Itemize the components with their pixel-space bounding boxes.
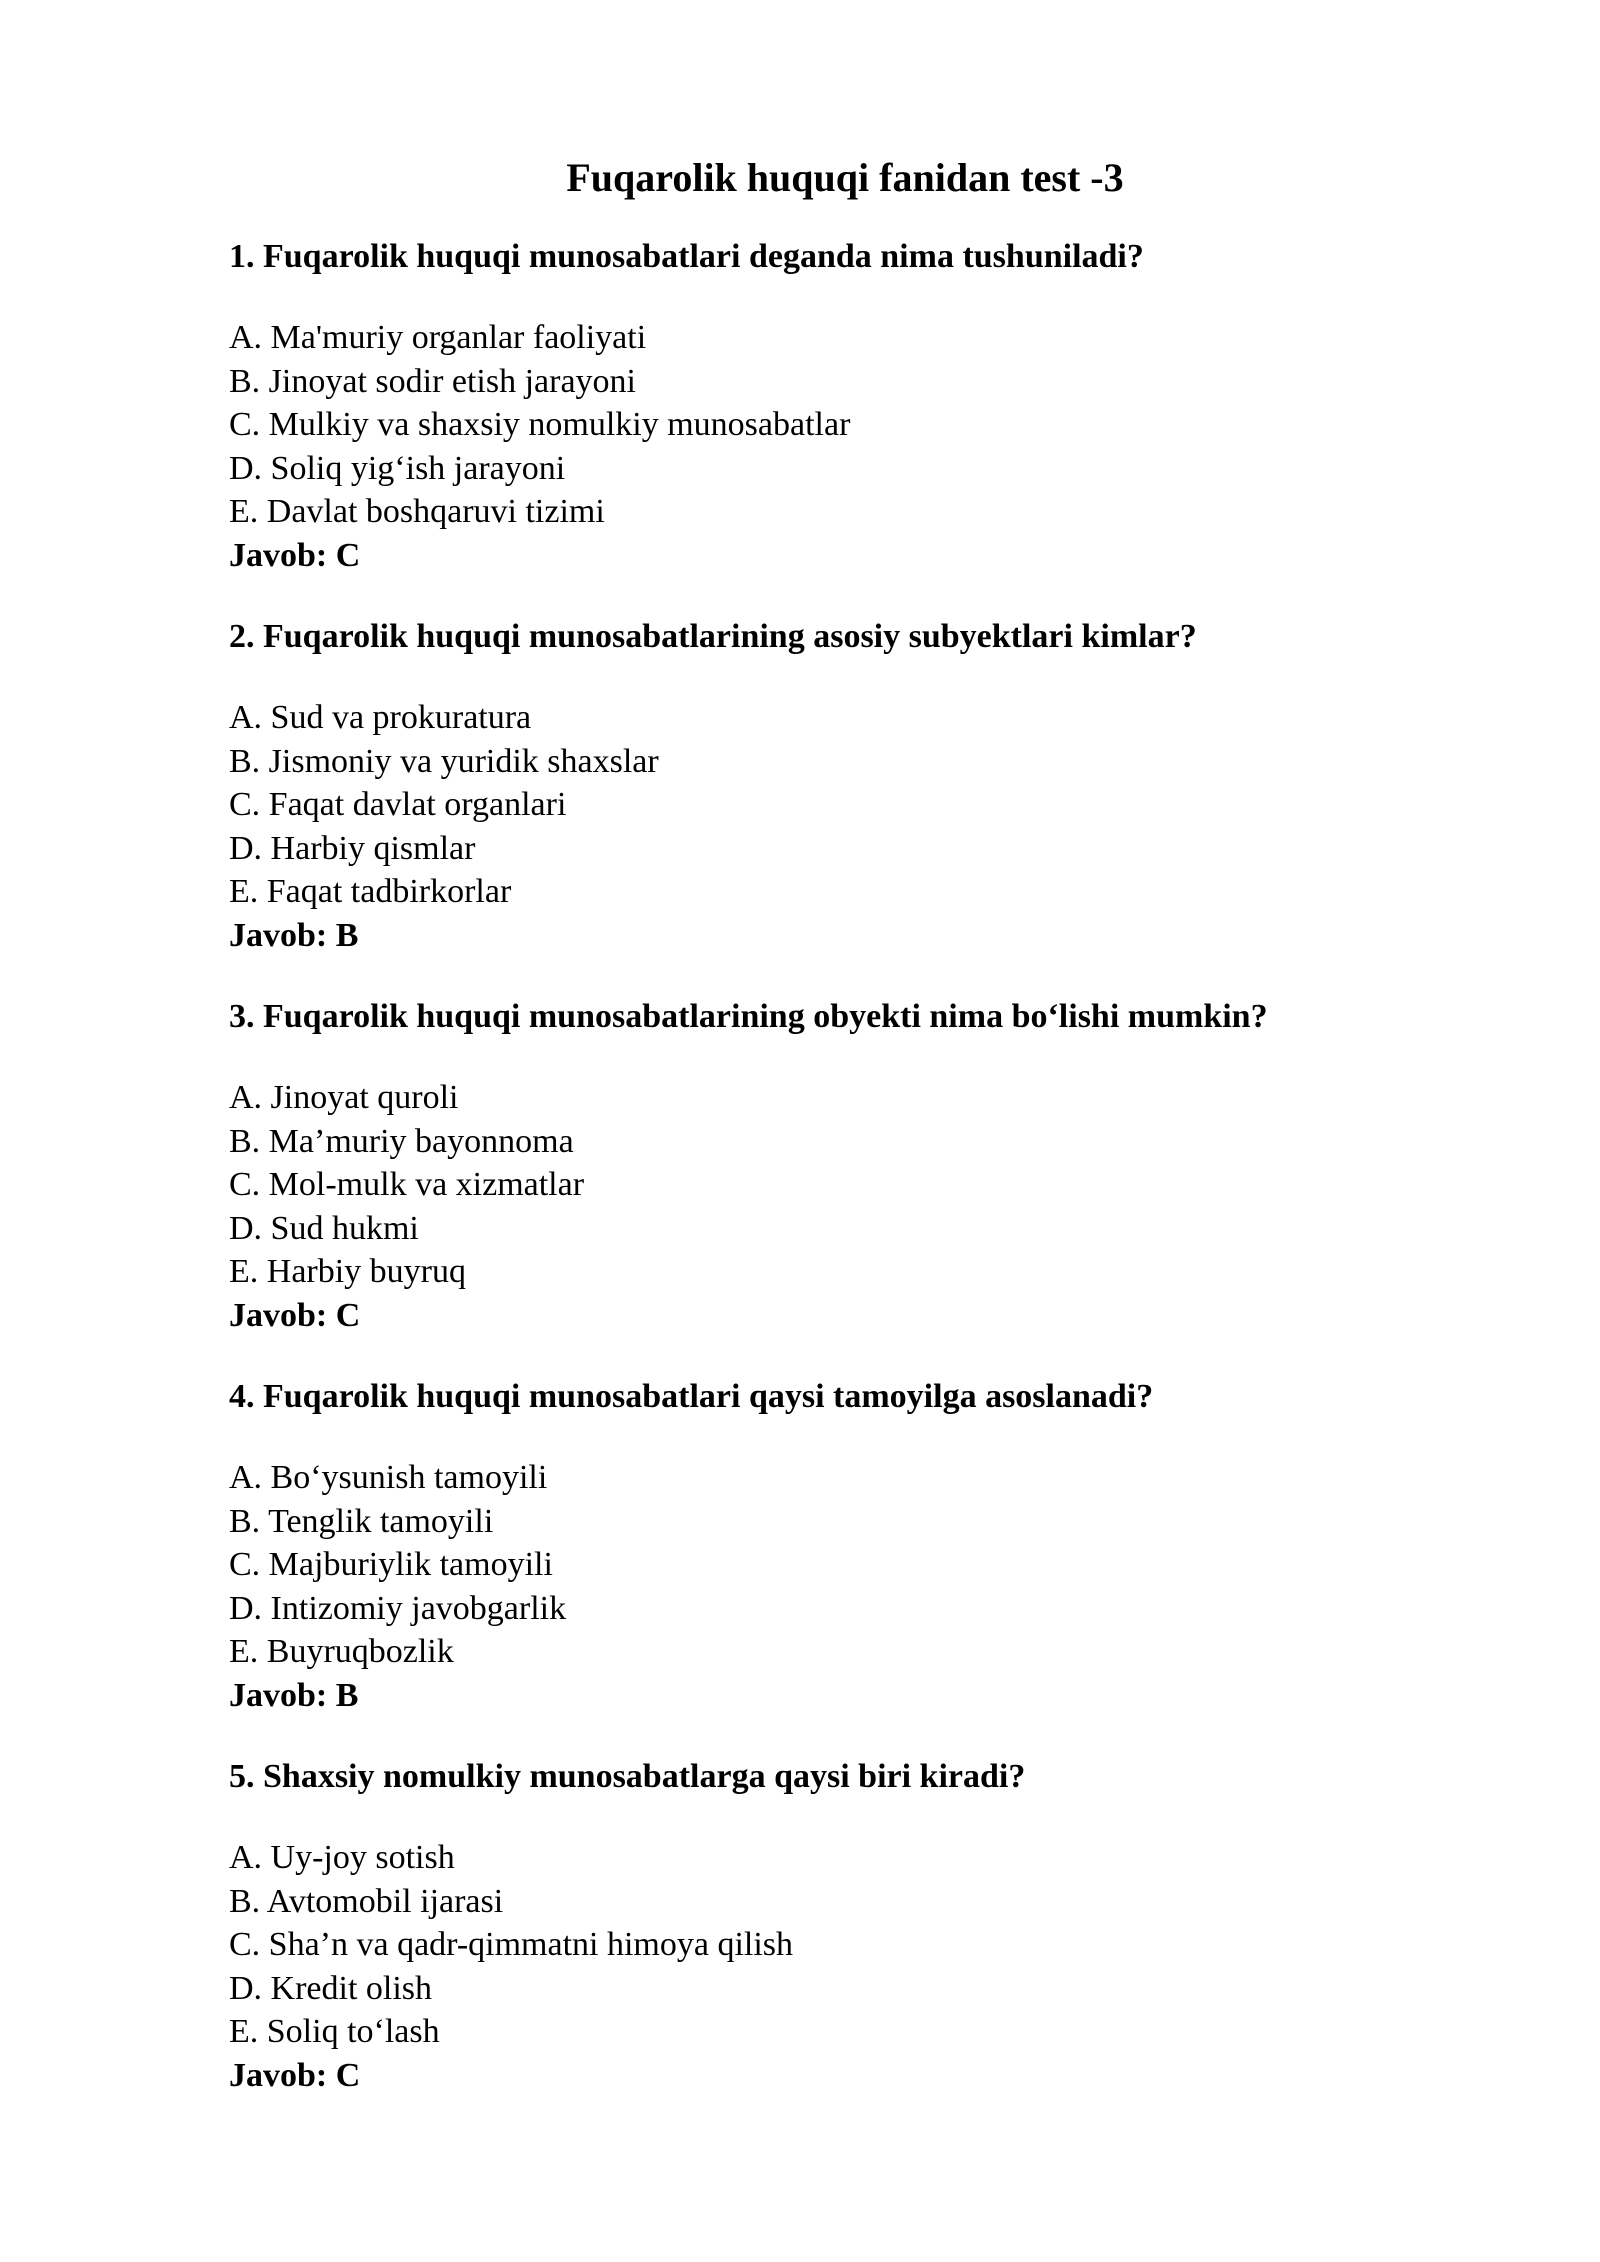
answer-option-b: B. Jinoyat sodir etish jarayoni: [229, 362, 637, 400]
question-text: 2. Fuqarolik huquqi munosabatlarining asosiy subyektlari kimlar?: [229, 618, 1197, 655]
question-block-3: [229, 995, 1429, 1337]
answer-option-e: E. Soliq to‘lash: [229, 2013, 440, 2050]
document-title: Fuqarolik huquqi fanidan test -3: [566, 155, 1124, 200]
correct-answer: Javob: C: [229, 2056, 361, 2094]
question-block-4: [229, 1375, 1429, 1717]
answer-option-c: C. Majburiylik tamoyili: [229, 1546, 553, 1583]
answer-option-d: D. Sud hukmi: [229, 1209, 419, 1247]
answer-option-a: A. Jinoyat quroli: [229, 1079, 459, 1116]
question-text: 1. Fuqarolik huquqi munosabatlari deganda nima tushuniladi?: [229, 238, 1144, 275]
question-text: 3. Fuqarolik huquqi munosabatlarining obyekti nima bo‘lishi mumkin?: [229, 998, 1268, 1035]
question-text: 5. Shaxsiy nomulkiy munosabatlarga qaysi biri kiradi?: [229, 1758, 1026, 1795]
answer-option-b: B. Ma’muriy bayonnoma: [229, 1122, 574, 1160]
answer-option-d: D. Intizomiy javobgarlik: [229, 1589, 567, 1627]
question-block-2: [229, 615, 1429, 957]
answer-option-c: C. Mulkiy va shaxsiy nomulkiy munosabatlar: [229, 406, 851, 443]
correct-answer: Javob: B: [229, 1676, 359, 1714]
answer-option-c: C. Mol-mulk va xizmatlar: [229, 1166, 585, 1203]
answer-option-c: C. Faqat davlat organlari: [229, 786, 567, 823]
answer-option-a: A. Uy-joy sotish: [229, 1839, 455, 1876]
correct-answer: Javob: C: [229, 536, 361, 574]
answer-option-e: E. Harbiy buyruq: [229, 1253, 467, 1290]
answer-option-a: A. Bo‘ysunish tamoyili: [229, 1459, 548, 1496]
question-block-5: [229, 1755, 1429, 2097]
answer-option-d: D. Soliq yig‘ish jarayoni: [229, 449, 566, 487]
answer-option-a: A. Sud va prokuratura: [229, 699, 532, 736]
questions-list: [229, 235, 1429, 2097]
answer-option-b: B. Tenglik tamoyili: [229, 1502, 494, 1540]
question-text: 4. Fuqarolik huquqi munosabatlari qaysi tamoyilga asoslanadi?: [229, 1378, 1154, 1415]
correct-answer: Javob: C: [229, 1296, 361, 1334]
answer-option-a: A. Ma'muriy organlar faoliyati: [229, 319, 647, 356]
answer-option-e: E. Faqat tadbirkorlar: [229, 873, 512, 910]
question-block-1: [229, 235, 1429, 577]
answer-option-e: E. Davlat boshqaruvi tizimi: [229, 493, 605, 530]
answer-option-d: D. Harbiy qismlar: [229, 829, 476, 867]
answer-option-c: C. Sha’n va qadr-qimmatni himoya qilish: [229, 1926, 794, 1963]
correct-answer: Javob: B: [229, 916, 359, 954]
answer-option-d: D. Kredit olish: [229, 1969, 433, 2007]
answer-option-b: B. Jismoniy va yuridik shaxslar: [229, 742, 659, 780]
answer-option-e: E. Buyruqbozlik: [229, 1633, 454, 1670]
answer-option-b: B. Avtomobil ijarasi: [229, 1882, 504, 1920]
